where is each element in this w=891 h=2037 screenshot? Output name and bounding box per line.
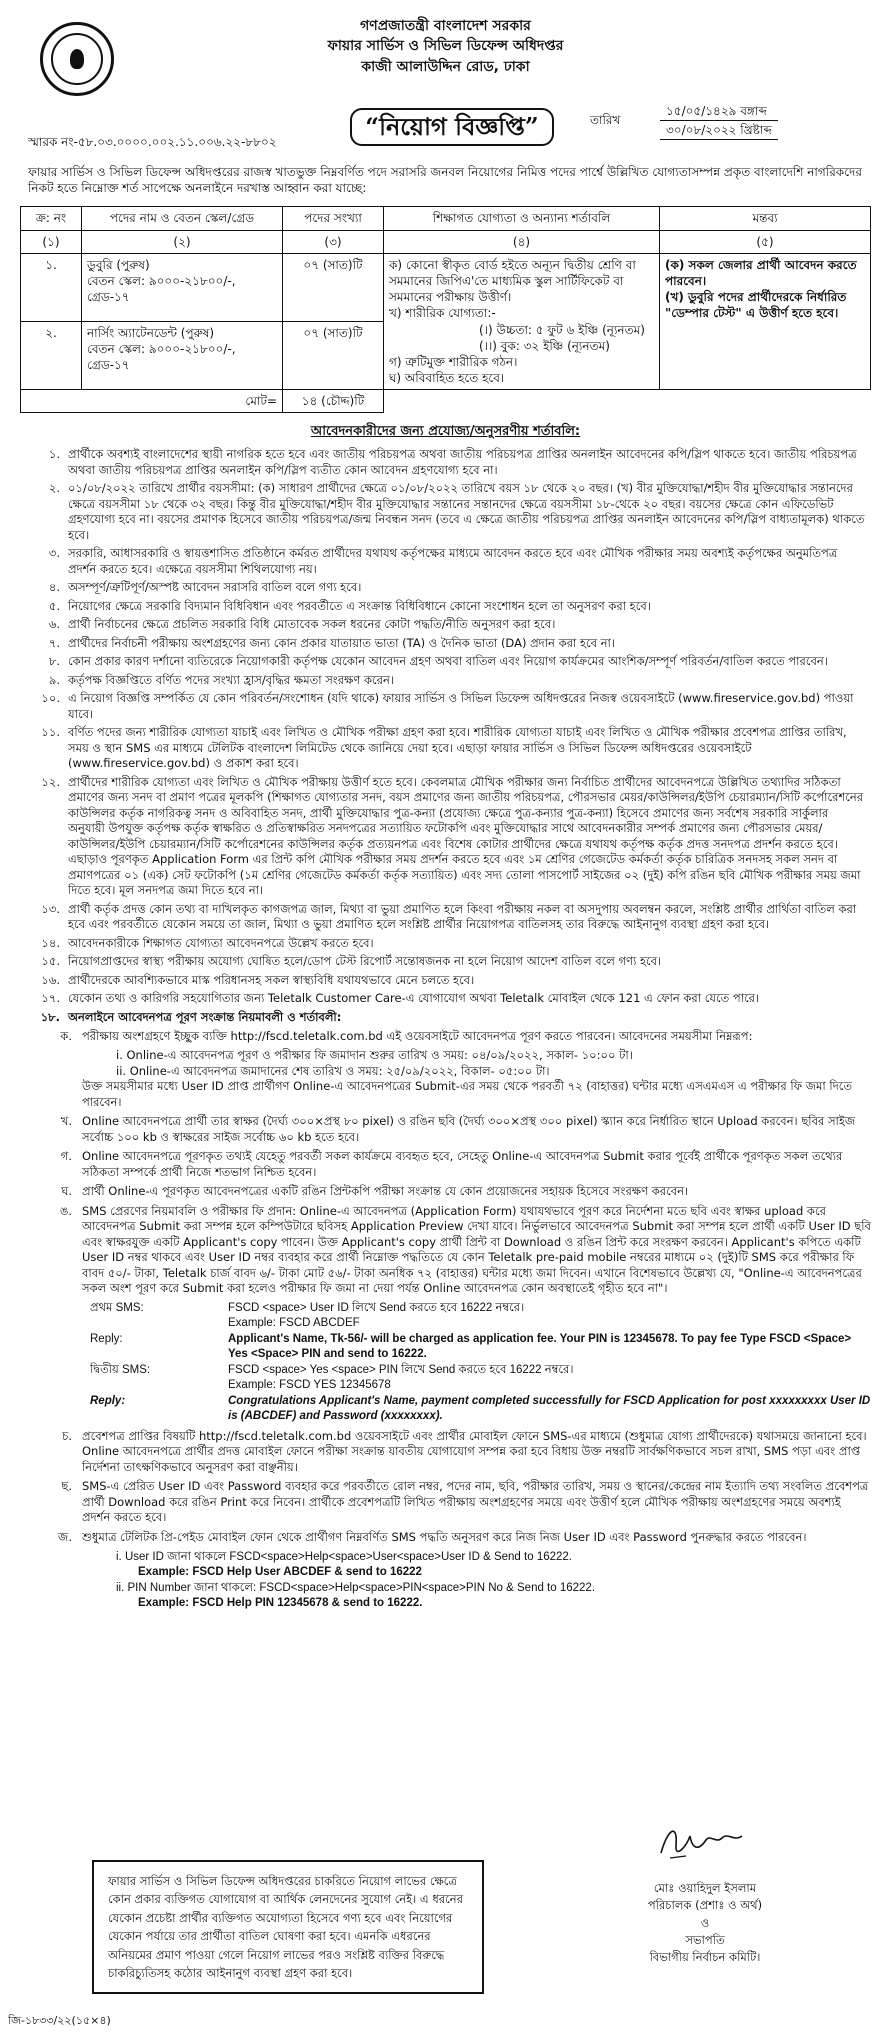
item-text: প্রার্থীদের শারীরিক যোগ্যতা এবং লিখিত ও মৌখিক পরীক্ষায় উত্তীর্ণ হতে হবে। কেবলমাত্র মৌখিক পরীক্ষার জন্য নির্বাচিত প্রার্থীদের আবেদনপত্রে উল্লিখিত তথ্যাদির সঠিকতা প্রমাণের জন্য সনদ বা প্রমাণ পত্রের মূলকপি (শিক্ষাগত যোগ্যতার সনদ, বয়স প্রমাণের জন্য জাতীয় পরিচয়পত্র, পৌরসভার মেয়র/কাউন্সিলর/ইউপি চেয়ারম্যান/সিটি কর্পোরেশনের কাউন্সিলর কর্তৃক নাগরিকত্ব সনদ ও অবিবাহিত সনদ, প্রার্থী মুক্তিযোদ্ধার পুত্র-কন্যা (প্রযোজ্য ক্ষেত্রে পুত্র-কন্যার পুত্র-কন্যা) হিসেবে প্রমাণের জন্য সর্বশেষ সরকারি সার্কুলার অনুযায়ী উপযুক্ত কর্তৃপক্ষ কর্তৃক স্বাক্ষরিত ও প্রতিস্বাক্ষরিত সনদপত্রের সত্যায়িত ফটোকপি এবং মুক্তিযোদ্ধার সাথে আবেদনকারীর সম্পর্ক প্রমাণের জন্য পৌরসভার মেয়র/কাউন্সিলর/ইউপি চেয়ারম্যান/সিটি কর্পোরেশনের কাউন্সিলর কর্তৃক প্রত্যয়নপত্র এবং বিশেষ কোটার প্রার্থীদের ক্ষেত্রে যথাযথ কর্তৃপক্ষ কর্তৃক প্রদত্ত সনদপত্র প্রদর্শন করতে হবে। এছাড়াও পূরণকৃত Application Form এর প্রিন্ট কপি মৌখিক পরীক্ষার সময় প্রদর্শন করতে হবে এবং ১ম শ্রেণির গেজেটেড কর্মকর্তা কর্তৃক চারিত্রিক সনদসহ সকল সনদ বা প্রমাণপত্রের ০১ (এক) সেট ফটোকপি (১ম শ্রেণির গেজেটেড কর্মকর্তা কর্তৃক সত্যায়িত) এবং সদ্য তোলা পাসপোর্ট সাইজের ০২ (দুই) কপি রঙিন ছবি মৌখিক পরীক্ষার সময় জমা দিতে হবে। মূল সনদপত্র জমা দিতে হবে না। (68, 774, 864, 898)
sms-value: Example: FSCD ABCDEF (228, 1317, 360, 1330)
item-text: আবেদনকারীকে শিক্ষাগত যোগ্যতা আবেদনপত্রে উল্লেখ করতে হবে। (68, 935, 374, 950)
item-number: ঙ. (59, 1203, 72, 1218)
sms-value: FSCD <space> Yes <space> PIN লিখে Send করতে হবে 16222 নম্বরে। (228, 1363, 574, 1376)
date-label: তারিখ (590, 113, 621, 127)
list-item (24, 725, 867, 772)
list-item (24, 580, 867, 596)
remark-item: (খ) ডুবুরি পদের প্রার্থীদেরকে নির্ধারিত "ডেম্পার টেস্ট" এ উত্তীর্ণ হতে হবে। (665, 290, 847, 321)
item-text: নিয়োগের ক্ষেত্রে সরকারি বিদ্যমান বিধিবিধান এবং পরবর্তীতে এ সংক্রান্ত বিধিবিধানে কোনো সংশোধন হলে তা অনুসরণ করা হবে। (68, 598, 651, 613)
list-item (20, 1029, 871, 1045)
item-number: ৮. (48, 654, 60, 669)
signatory-committee: বিভাগীয় নির্বাচন কমিটি। (649, 1950, 761, 1964)
notice-page (20, 0, 871, 1612)
remarks-cell (660, 253, 871, 390)
header (20, 8, 871, 149)
item-text: প্রার্থী কর্তৃক প্রদত্ত কোন তথ্য বা দাখিলকৃত কাগজপত্র জাল, মিথ্যা বা ভুয়া প্রমাণিত হলে কিংবা পরীক্ষায় নকল বা অসদুপায় অবলম্বন করলে, সংশ্লিষ্ট প্রার্থীর প্রার্থিতা বাতিল করা হবে এবং পরবর্তীতে যেকোন সময়ে তা জাল, মিথ্যা ও ভুয়া প্রমাণিত হলে সংশ্লিষ্ট প্রার্থীর নিয়োগপত্র বাতিলসহ তার বিরুদ্ধে আইনানুগ ব্যবস্থা গ্রহণ করা হবে। (68, 901, 857, 932)
row-serial: ২. (21, 322, 82, 390)
table-total-row (21, 390, 871, 413)
sms-key: প্রথম SMS: (90, 1301, 144, 1314)
footer-code: জি-১৮৩৩/২২(১৫×৪) (8, 2014, 111, 2027)
signatory-designation: পরিচালক (প্রশাঃ ও অর্থ) (647, 1898, 763, 1913)
col-number: (৪) (384, 230, 660, 253)
government-emblem-icon (40, 22, 114, 96)
item-number: চ. (62, 1428, 72, 1443)
qualification-item: (।) উচ্চতা: ৫ ফুট ৬ ইঞ্চি (ন্যূনতম) (479, 322, 645, 337)
empty-cell (384, 390, 660, 413)
list-item (24, 1010, 867, 1026)
item-number: জ. (58, 1529, 72, 1544)
list-item (24, 902, 867, 933)
list-item (24, 546, 867, 577)
grade: গ্রেড-১৭ (87, 290, 130, 305)
item-text: প্রার্থী নির্বাচনের ক্ষেত্রে প্রচলিত সরকারি বিধি মোতাবেক সকল ধরনের কোটা পদ্ধতি/নীতি অনুসরণ করা হবে। (68, 617, 556, 632)
recover-userid-example: Example: FSCD Help User ABCDEF & send to 16222 (138, 1566, 422, 1579)
item-number: ১. (48, 446, 60, 461)
sms-key: দ্বিতীয় SMS: (90, 1363, 151, 1376)
qualification-item: খ) শারীরিক যোগ্যতা:- (389, 306, 496, 321)
notice-title: “নিয়োগ বিজ্ঞপ্তি” (350, 108, 554, 146)
list-item (24, 481, 867, 543)
sms-key: Reply: (90, 1332, 123, 1345)
post-count: ০৭ (সাত)টি (283, 253, 384, 321)
item-text: বর্ণিত পদের জন্য শারীরিক যোগ্যতা যাচাই এবং লিখিত ও মৌখিক পরীক্ষা গ্রহণ করা হবে। শারীরিক যোগ্যতা যাচাই এবং লিখিত ও মৌখিক পরীক্ষার প্রবেশপত্র প্রাপ্তির তারিখ, সময় ও স্থান SMS এর মাধ্যমে টেলিটক বাংলাদেশ লিমিটেড থেকে জানিয়ে দেয়া হবে। এছাড়া ফায়ার সার্ভিস ও সিভিল ডিফেন্স অধিদপ্তরের ওয়েবসাইটে (www.fireservice.gov.bd) ও প্রকাশ করা হবে। (68, 725, 847, 771)
online-section (20, 1029, 871, 1612)
department-line: ফায়ার সার্ভিস ও সিভিল ডিফেন্স অধিদপ্তর (327, 38, 564, 55)
col-number: (৩) (283, 230, 384, 253)
sms-value: Example: FSCD YES 12345678 (228, 1379, 391, 1392)
list-item (24, 775, 867, 899)
sms-value: Congratulations Applicant's Name, payment completed successfully for FSCD Application for post xxxxxxxxx User ID is (ABCDEF) and Password (xxxxxxxx). (228, 1394, 871, 1423)
office-heading (240, 16, 651, 77)
item-text: যেকোন তথ্য ও কারিগরি সহযোগিতার জন্য Teletalk Customer Care-এ যোগাযোগ অথবা Teletalk মোবাইল থেকে 121 এ ফোন করা যেতে পারে। (68, 991, 760, 1006)
sms-value: Applicant's Name, Tk-56/- will be charged as application fee. Your PIN is 12345678. To pay fee Type FSCD <Space> Yes <Space> PIN and send to 16222. (228, 1332, 852, 1361)
posts-table (20, 206, 871, 413)
table-number-row (21, 230, 871, 253)
item-text: প্রার্থীদেরকে আবশ্যিকভাবে মাস্ক পরিধানসহ সকল স্বাস্থ্যবিধি যথাযথভাবে মেনে চলতে হবে। (68, 972, 475, 987)
post-name: ডুবুরি (পুরুষ) (87, 257, 150, 272)
item-text: Online আবেদনপত্রে প্রার্থী তার স্বাক্ষর (দৈর্ঘ্য ৩০০×প্রস্থ ৮০ pixel) ও রঙিন ছবি (দৈর্ঘ্য ৩০০×প্রস্থ ৩০০ pixel) স্ক্যান করে নির্ধারিত স্থানে Upload করবেন। ছবির সাইজ সর্বোচ্চ ১০০ kb ও স্বাক্ষরের সাইজ সর্বোচ্চ ৬০ kb হতে হবে। (82, 1114, 856, 1144)
item-number: ঘ. (61, 1184, 72, 1199)
col-header: পদের নাম ও বেতন স্কেল/গ্রেড (82, 207, 283, 230)
item-text: কোন প্রকার কারণ দর্শানো ব্যতিরেকে নিয়োগকারী কর্তৃপক্ষ যেকোন আবেদন গ্রহণ অথবা বাতিল এবং নিয়োগ কার্যক্রমের আংশিক/সম্পূর্ণ পরিবর্তন/বাতিল করতে পারবেন। (68, 654, 828, 669)
qualification-item: ঘ) অবিবাহিত হতে হবে। (389, 371, 505, 386)
item-number: ৪. (48, 580, 60, 595)
item-number: ৩. (48, 546, 60, 561)
col-header: শিক্ষাগত যোগ্যতা ও অন্যান্য শর্তাবলি (384, 207, 660, 230)
list-item (20, 1114, 871, 1145)
dates (660, 102, 778, 140)
post-cell (82, 253, 283, 321)
item-text: সরকারি, আধাসরকারি ও স্বায়ত্তশাসিত প্রতিষ্ঠানে কর্মরত প্রার্থীদের যথাযথ কর্তৃপক্ষের মাধ্যমে আবেদন করতে হবে এবং মৌখিক পরীক্ষার সময় অবশ্যই কর্তৃপক্ষের অনুমতিপত্র প্রদর্শন করতে হবে। এক্ষেত্রে বয়সসীমা শিথিলযোগ্য নয়। (68, 546, 838, 576)
item-text: অনলাইনে আবেদনপত্র পূরণ সংক্রান্ত নিয়মাবলী ও শর্তাবলী: (68, 1010, 342, 1024)
item-text: ০১/০৮/২০২২ তারিখে প্রার্থীর বয়সসীমা: (ক) সাধারণ প্রার্থীদের ক্ষেত্রে ০১/০৮/২০২২ তারিখে বয়স ১৮ থেকে ২০ বছর। (খ) বীর মুক্তিযোদ্ধা/শহীদ বীর মুক্তিযোদ্ধার সন্তানদের ক্ষেত্রে বয়সসীমা ১৮ থেকে ৩২ বছর। কিন্তু বীর মুক্তিযোদ্ধা/শহীদ বীর মুক্তিযোদ্ধার সন্তানের সন্তানদের ক্ষেত্রে বয়সসীমা ১৮-থেকে ২০ বছর। বয়সের ক্ষেত্রে কোন এফিডেভিট গ্রহণযোগ্য হবে না। বয়সের প্রমাণক হিসেবে জাতীয় পরিচয়পত্র/জন্ম নিবন্ধন সনদ (তবে এ ক্ষেত্রে জাতীয় পরিচয়পত্র প্রাপ্তির অনলাইন আবেদনের কপি/স্লিপ বাধ্যতামূলক) থাকতে হবে। (68, 481, 865, 542)
row-serial: ১. (21, 253, 82, 321)
post-cell (82, 322, 283, 390)
list-item (20, 1149, 871, 1180)
conditions-title: আবেদনকারীদের জন্য প্রযোজ্য/অনুসরণীয় শর্তাবলি: (310, 424, 581, 440)
recover-pin-example: Example: FSCD Help PIN 12345678 & send to 16222. (138, 1597, 423, 1610)
list-item (24, 673, 867, 689)
list-item (24, 636, 867, 652)
schedule-note: উক্ত সময়সীমার মধ্যে User ID প্রাপ্ত প্রার্থীগণ Online-এ আবেদনপত্রের Submit-এর সময় থেকে পরবর্তী ৭২ (বাহাত্তর) ঘন্টার মধ্যে এসএমএস এ পরীক্ষার ফি জমা দিতে পারবেন। (82, 1079, 852, 1109)
item-text: নিয়োগপ্রাপ্তদের স্বাস্থ্য পরীক্ষায় অযোগ্য ঘোষিত হলে/ডোপ টেস্ট রিপোর্ট সন্তোষজনক না হলে নিয়োগ আদেশ বাতিল বলে গণ্য হবে। (68, 954, 662, 969)
gov-line: গণপ্রজাতন্ত্রী বাংলাদেশ সরকার (360, 18, 531, 34)
item-text: প্রার্থীকে অবশ্যই বাংলাদেশের স্থায়ী নাগরিক হতে হবে এবং জাতীয় পরিচয়পত্র অথবা জাতীয় পরিচয়পত্র প্রাপ্তির অনলাইন আবেদনের কপি/স্লিপ থাকতে হবে। জাতীয় পরিচয়পত্র অথবা জাতীয় পরিচয়পত্র প্রাপ্তির অনলাইন কপি/স্লিপ ব্যতীত কোন আবেদন গ্রহণযোগ্য হবে না। (68, 446, 857, 477)
sms-instructions (90, 1301, 871, 1425)
item-number: ৬. (48, 617, 60, 632)
item-number: ৫. (48, 598, 60, 613)
col-header: ক্র: নং (21, 207, 82, 230)
list-item (20, 1530, 871, 1546)
item-number: ৯. (48, 672, 60, 687)
total-value: ১৪ (চৌদ্দ)টি (283, 390, 384, 413)
list-item (24, 617, 867, 633)
item-number: ১৭. (41, 991, 60, 1006)
qualification-item: (।।) বুক: ৩২ ইঞ্চি (ন্যূনতম) (479, 338, 610, 353)
pay-scale: বেতন স্কেল: ৯০০০-২১৮০০/-, (87, 342, 236, 357)
list-item (24, 691, 867, 722)
signatory-name: মোঃ ওয়াহিদুল ইসলাম (653, 1881, 757, 1895)
qualification-item: গ) ত্রুটিমুক্ত শারীরিক গঠন। (389, 354, 518, 369)
schedule-end: ii. Online-এ আবেদনপত্র জমাদানের শেষ তারিখ ও সময়: ২৫/০৯/২০২২, বিকাল- ০৫:০০ টা। (116, 1063, 550, 1078)
list-item (24, 654, 867, 670)
list-item (24, 599, 867, 615)
list-item (24, 991, 867, 1007)
sms-key (90, 1316, 210, 1332)
table-header-row (21, 207, 871, 230)
list-item (24, 954, 867, 970)
post-count: ০৭ (সাত)টি (283, 322, 384, 390)
item-text: কর্তৃপক্ষ বিজ্ঞপ্তিতে বর্ণিত পদের সংখ্যা হ্রাস/বৃদ্ধির ক্ষমতা সংরক্ষণ করেন। (68, 672, 394, 687)
qualification-item: ক) কোনো স্বীকৃত বোর্ড হইতে অন্যূন দ্বিতীয় শ্রেণি বা সমমানের জিপিএ'তে মাধ্যমিক স্কুল সার্টিফিকেট বা সমমানের পরীক্ষায় উত্তীর্ণ। (389, 257, 636, 305)
memo-number: স্মারক নং-৫৮.০৩.০০০০.০০২.১১.০০৬.২২-৮৮০২ (28, 135, 277, 149)
item-text: প্রার্থী Online-এ পূরণকৃত আবেদনপত্রের একটি রঙিন প্রিন্টকপি পরীক্ষা সংক্রান্ত যে কোন প্রয়োজনের সহায়ক হিসেবে সংরক্ষণ করবেন। (82, 1184, 689, 1199)
address-line: কাজী আলাউদ্দিন রোড, ঢাকা (361, 58, 530, 75)
recover-userid: i. User ID জানা থাকলে FSCD<space>Help<space>User<space>User ID & Send to 16222. (116, 1550, 572, 1563)
item-text: প্রবেশপত্র প্রাপ্তির বিষয়টি http://fscd.teletalk.com.bd ওয়েবসাইটে এবং প্রার্থীর মোবাইল ফোনে SMS-এর মাধ্যমে (শুধুমাত্র যোগ্য প্রার্থীদেরকে) যথাসময়ে জানানো হবে। Online আবেদনপত্রে প্রার্থীর প্রদত্ত মোবাইল ফোনে পরীক্ষা সংক্রান্ত যাবতীয় যোগাযোগ সম্পন্ন করা হবে বিধায় উক্ত নম্বরটি সার্বক্ষণিকভাবে সচল রাখা, SMS পড়া এবং প্রাপ্ত নির্দেশনা তাৎক্ষণিকভাবে অনুসরণ করা বাঞ্ছনীয়। (82, 1428, 867, 1474)
grade: গ্রেড-১৭ (87, 358, 130, 373)
col-number: (৫) (660, 230, 871, 253)
list-item (24, 973, 867, 989)
item-text: প্রার্থীদের নির্বাচনী পরীক্ষায় অংশগ্রহণের জন্য কোন প্রকার যাতায়াত ভাতা (TA) ও দৈনিক ভাতা (DA) প্রদান করা হবে না। (68, 635, 615, 650)
item-number: ২. (48, 481, 60, 496)
col-number: (১) (21, 230, 82, 253)
item-number: ১৫. (41, 954, 60, 969)
sms-key: Reply: (90, 1394, 126, 1407)
list-item (24, 447, 867, 478)
pay-scale: বেতন স্কেল: ৯০০০-২১৮০০/-, (87, 273, 236, 288)
remark-item: (ক) সকল জেলার প্রার্থী আবেদন করতে পারবেন। (665, 257, 857, 288)
item-text: এ নিয়োগ বিজ্ঞপ্তি সম্পর্কিত যে কোন পরিবর্তন/সংশোধন (যদি থাকে) ফায়ার সার্ভিস ও সিভিল ডিফেন্স অধিদপ্তরের নিজস্ব ওয়েবসাইটে (www.fireservice.gov.bd) পাওয়া যাবে। (68, 691, 854, 721)
col-number: (২) (82, 230, 283, 253)
sms-key (90, 1378, 210, 1394)
item-number: ১১. (41, 725, 60, 740)
table-row (21, 253, 871, 321)
signatory-role: সভাপতি (685, 1932, 725, 1947)
sms-value: FSCD <space> User ID লিখে Send করতে হবে 16222 নম্বরে। (228, 1301, 525, 1314)
warning-notice-box: ফায়ার সার্ভিস ও সিভিল ডিফেন্স অধিদপ্তরের চাকরিতে নিয়োগ লাভের ক্ষেত্রে কোন প্রকার ব্যক্তিগত যোগাযোগ বা আর্থিক লেনদেনের সুযোগ নেই। এ ধরনের যেকোন প্রচেষ্টা প্রার্থীর ব্যক্তিগত অযোগ্যতা হিসেবে গণ্য হবে এবং নিয়োগের যেকোন পর্যায়ে তার প্রার্থীতা বাতিল ঘোষণা করা হবে। এমনকি এধরনের অনিয়মের প্রমাণ পাওয়া গেলে নিয়োগ লাভের পরও সংশ্লিষ্ট ব্যক্তির বিরুদ্ধে চাকরিচ্যুতিসহ কঠোর আইনানুগ ব্যবস্থা গ্রহণ করা হবে। (92, 1860, 484, 1994)
conditions-list (20, 447, 871, 1026)
item-number: ক. (60, 1028, 72, 1043)
item-text: শুধুমাত্র টেলিটক প্রি-পেইড মোবাইল ফোন থেকে প্রার্থীগণ নিম্নবর্ণিত SMS পদ্ধতি অনুসরণ করে নিজ নিজ User ID এবং Password পুনরুদ্ধার করতে পারবেন। (82, 1529, 807, 1544)
item-number: খ. (60, 1114, 72, 1129)
item-number: ১৮. (40, 1010, 60, 1024)
item-text: SMS প্রেরণের নিয়মাবলি ও পরীক্ষার ফি প্রদান: Online-এ আবেদনপত্র (Application Form) যথাযথভাবে পূরণ করে নির্দেশনা মতে ছবি এবং স্বাক্ষর upload করে আবেদনপত্র Submit করা সম্পন্ন হলে কম্পিউটারে ছবিসহ Application Preview দেখা যাবে। নির্ভুলভাবে আবেদনপত্র Submit করা সম্পন্ন হলে প্রার্থী একটি User ID ছবি এবং স্বাক্ষরযুক্ত একটি Applicant's copy পাবেন। উক্ত Applicant's copy প্রার্থী প্রিন্ট বা Download ও রঙিন প্রিন্ট করে সংরক্ষণ করবেন। Applicant's কপিতে একটি User ID নম্বর থাকবে এবং User ID নম্বর ব্যবহার করে প্রার্থী নিম্নোক্ত পদ্ধতিতে যে কোন Teletalk pre-paid mobile নম্বরের মাধ্যমে ০২ (দুই)টি SMS করে পরীক্ষার ফি বাবদ ৫০/- টাকা, Teletalk চার্জ বাবদ ৬/- টাকা মোট ৫৬/- টাকা অনধিক ৭২ (বাহাত্তর) ঘন্টার মধ্যে জমা দিবেন। এখানে বিশেষভাবে উল্লেখ্য যে, "Online-এ আবেদনপত্রের সকল অংশ পূরণ করে Submit করা হলেও পরীক্ষার ফি জমা না দেয়া পর্যন্ত Online আবেদনপত্র কোন অবস্থাতেই গৃহীত হবে না"। (82, 1203, 871, 1296)
list-item (20, 1184, 871, 1200)
item-number: ছ. (61, 1479, 72, 1494)
item-number: ১৬. (41, 972, 60, 987)
qualification-cell (384, 253, 660, 390)
item-text: পরীক্ষায় অংশগ্রহণে ইচ্ছুক ব্যক্তি http://fscd.teletalk.com.bd এই ওয়েবসাইটে আবেদনপত্র পূরণ করতে পারবেন। আবেদনের সময়সীমা নিম্নরূপ: (82, 1028, 753, 1043)
intro-text: ফায়ার সার্ভিস ও সিভিল ডিফেন্স অধিদপ্তরের রাজস্ব খাতভুক্ত নিম্নবর্ণিত পদে সরাসরি জনবল নিয়োগের নিমিত্ত পদের পার্শ্বে উল্লিখিত যোগ্যতাসম্পন্ন প্রকৃত বাংলাদেশি নাগরিকদের নিকট হতে নিম্নোক্ত শর্ত সাপেক্ষে অনলাইনে দরখাস্ত আহ্বান করা যাচ্ছে: (28, 165, 862, 196)
list-item (20, 1479, 871, 1526)
item-number: ১২. (41, 774, 60, 789)
signature-icon (656, 1818, 746, 1864)
item-number: ১০. (41, 691, 60, 706)
signature-block (600, 1880, 810, 1966)
col-header: মন্তব্য (660, 207, 871, 230)
item-number: গ. (60, 1149, 72, 1164)
item-text: SMS-এ প্রেরিত User ID এবং Password ব্যবহার করে পরবর্তীতে রোল নম্বর, পদের নাম, ছবি, পরীক্ষার তারিখ, সময় ও স্থানের/কেন্দ্রের নাম ইত্যাদি তথ্য সংবলিত প্রবেশপত্র প্রার্থী Download করে রঙিন Print করে নিবেন। প্রার্থীকে প্রবেশপত্রটি লিখিত পরীক্ষায় অংশগ্রহণের সময়ে এবং উত্তীর্ণ হলে মৌখিক পরীক্ষায় অংশগ্রহণের সময়ে অবশ্যই প্রদর্শন করতে হবে। (82, 1479, 869, 1525)
signatory-and: ও (700, 1915, 710, 1930)
list-item (24, 936, 867, 952)
date-english: ৩০/০৮/২০২২ খ্রিষ্টাব্দ (660, 121, 778, 140)
item-number: ১৩. (41, 901, 60, 916)
list-item (20, 1429, 871, 1476)
item-number: ১৪. (41, 935, 60, 950)
item-text: Online আবেদনপত্রে পূরণকৃত তথ্যই যেহেতু পরবর্তী সকল কার্যক্রমে ব্যবহৃত হবে, সেহেতু Online-এ আবেদনপত্র Submit করার পূর্বেই প্রার্থীকে পূরণকৃত সকল তথ্যের সঠিকতা সম্পর্কে প্রার্থী নিজে শতভাগ নিশ্চিত হবেন। (82, 1149, 843, 1179)
post-name: নার্সিং অ্যাটেনডেন্ট (পুরুষ) (87, 326, 215, 340)
date-bangla: ১৫/০৫/১৪২৯ বঙ্গাব্দ (660, 102, 778, 121)
list-item (20, 1204, 871, 1297)
schedule-start: i. Online-এ আবেদনপত্র পূরণ ও পরীক্ষার ফি জমাদান শুরুর তারিখ ও সময়: ০৪/০৯/২০২২, সকাল- ১০:০০ টা। (116, 1048, 633, 1063)
item-number: ৭. (48, 635, 60, 650)
empty-cell (660, 390, 871, 413)
recover-pin: ii. PIN Number জানা থাকলে: FSCD<space>Help<space>PIN<space>PIN No & Send to 16222. (116, 1581, 596, 1594)
total-label: মোট= (21, 390, 283, 413)
col-header: পদের সংখ্যা (283, 207, 384, 230)
item-text: অসম্পূর্ণ/ত্রুটিপূর্ণ/অস্পষ্ট আবেদন সরাসরি বাতিল বলে গণ্য হবে। (68, 580, 362, 595)
